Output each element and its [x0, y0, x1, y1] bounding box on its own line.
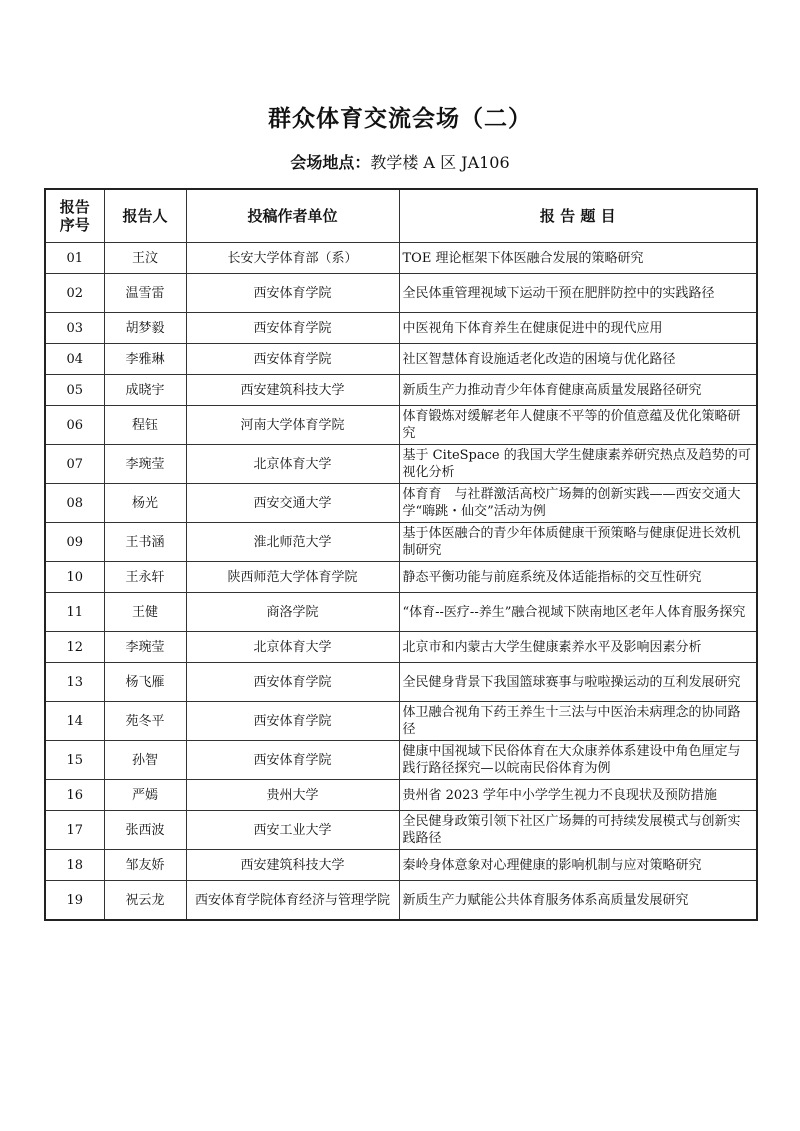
cell-reporter: 李雅琳 — [104, 344, 186, 375]
cell-topic: 基于体医融合的青少年体质健康干预策略与健康促进长效机制研究 — [399, 523, 757, 562]
cell-report-no: 11 — [45, 593, 104, 632]
cell-unit: 西安交通大学 — [186, 484, 399, 523]
table-row — [45, 445, 757, 484]
cell-reporter: 苑冬平 — [104, 702, 186, 741]
table-row — [45, 632, 757, 663]
cell-report-no: 05 — [45, 375, 104, 406]
cell-unit: 陕西师范大学体育学院 — [186, 562, 399, 593]
header-reporter: 报告人 — [104, 189, 186, 243]
table-row — [45, 562, 757, 593]
table-row — [45, 881, 757, 921]
header-topic: 报 告 题 目 — [399, 189, 757, 243]
cell-topic: “体育--医疗--养生”融合视域下陕南地区老年人体育服务探究 — [399, 593, 757, 632]
cell-unit: 西安体育学院体育经济与管理学院 — [186, 881, 399, 921]
cell-report-no: 19 — [45, 881, 104, 921]
cell-unit: 西安体育学院 — [186, 344, 399, 375]
cell-reporter: 王汶 — [104, 243, 186, 274]
table-row — [45, 243, 757, 274]
cell-unit: 西安建筑科技大学 — [186, 850, 399, 881]
cell-unit: 长安大学体育部（系） — [186, 243, 399, 274]
cell-unit: 贵州大学 — [186, 780, 399, 811]
table-row — [45, 313, 757, 344]
cell-reporter: 李琬莹 — [104, 632, 186, 663]
cell-unit: 河南大学体育学院 — [186, 406, 399, 445]
cell-unit: 北京体育大学 — [186, 445, 399, 484]
cell-topic: 新质生产力赋能公共体育服务体系高质量发展研究 — [399, 881, 757, 921]
cell-report-no: 07 — [45, 445, 104, 484]
cell-reporter: 王健 — [104, 593, 186, 632]
table-row — [45, 780, 757, 811]
cell-reporter: 胡梦毅 — [104, 313, 186, 344]
cell-report-no: 13 — [45, 663, 104, 702]
cell-topic: 新质生产力推动青少年体育健康高质量发展路径研究 — [399, 375, 757, 406]
cell-unit: 西安体育学院 — [186, 663, 399, 702]
cell-reporter: 张西波 — [104, 811, 186, 850]
cell-reporter: 成晓宇 — [104, 375, 186, 406]
table-row — [45, 593, 757, 632]
table-row — [45, 811, 757, 850]
cell-topic: 全民健身政策引领下社区广场舞的可持续发展模式与创新实践路径 — [399, 811, 757, 850]
cell-report-no: 06 — [45, 406, 104, 445]
cell-report-no: 08 — [45, 484, 104, 523]
cell-topic: 北京市和内蒙古大学生健康素养水平及影响因素分析 — [399, 632, 757, 663]
cell-report-no: 02 — [45, 274, 104, 313]
cell-topic: 基于 CiteSpace 的我国大学生健康素养研究热点及趋势的可视化分析 — [399, 445, 757, 484]
cell-unit: 商洛学院 — [186, 593, 399, 632]
cell-unit: 西安工业大学 — [186, 811, 399, 850]
table-row — [45, 523, 757, 562]
table-row — [45, 375, 757, 406]
cell-topic: 健康中国视域下民俗体育在大众康养体系建设中角色厘定与践行路径探究—以皖南民俗体育为例 — [399, 741, 757, 780]
venue-line — [0, 150, 800, 173]
cell-report-no: 10 — [45, 562, 104, 593]
cell-report-no: 16 — [45, 780, 104, 811]
cell-unit: 西安体育学院 — [186, 274, 399, 313]
cell-topic: 秦岭身体意象对心理健康的影响机制与应对策略研究 — [399, 850, 757, 881]
cell-topic: 全民健身背景下我国篮球赛事与啦啦操运动的互利发展研究 — [399, 663, 757, 702]
cell-topic: 静态平衡功能与前庭系统及体适能指标的交互性研究 — [399, 562, 757, 593]
cell-unit: 西安建筑科技大学 — [186, 375, 399, 406]
venue-label: 会场地点： — [290, 153, 371, 172]
table-row — [45, 741, 757, 780]
cell-topic: 体育锻炼对缓解老年人健康不平等的价值意蕴及优化策略研究 — [399, 406, 757, 445]
cell-topic: TOE 理论框架下体医融合发展的策略研究 — [399, 243, 757, 274]
cell-topic: 社区智慧体育设施适老化改造的困境与优化路径 — [399, 344, 757, 375]
cell-unit: 西安体育学院 — [186, 702, 399, 741]
cell-reporter: 祝云龙 — [104, 881, 186, 921]
cell-unit: 西安体育学院 — [186, 741, 399, 780]
cell-reporter: 杨飞雁 — [104, 663, 186, 702]
cell-report-no: 04 — [45, 344, 104, 375]
cell-report-no: 12 — [45, 632, 104, 663]
page-title: 群众体育交流会场（二） — [268, 106, 532, 132]
cell-reporter: 程钰 — [104, 406, 186, 445]
table-row — [45, 702, 757, 741]
cell-report-no: 18 — [45, 850, 104, 881]
header-unit: 投稿作者单位 — [186, 189, 399, 243]
header-report-no: 报告序号 — [45, 189, 104, 243]
cell-reporter: 温雪雷 — [104, 274, 186, 313]
cell-topic: 体育育 与社群激活高校广场舞的创新实践——西安交通大学“嗨跳・仙交”活动为例 — [399, 484, 757, 523]
cell-report-no: 17 — [45, 811, 104, 850]
cell-report-no: 09 — [45, 523, 104, 562]
cell-reporter: 孙智 — [104, 741, 186, 780]
cell-reporter: 王永轩 — [104, 562, 186, 593]
table-row — [45, 274, 757, 313]
venue-value: 教学楼 A 区 JA106 — [370, 153, 510, 172]
schedule-table — [44, 188, 758, 921]
cell-topic: 体卫融合视角下药王养生十三法与中医治未病理念的协同路径 — [399, 702, 757, 741]
table-row — [45, 484, 757, 523]
table-row — [45, 406, 757, 445]
cell-report-no: 15 — [45, 741, 104, 780]
cell-report-no: 14 — [45, 702, 104, 741]
cell-topic: 贵州省 2023 学年中小学学生视力不良现状及预防措施 — [399, 780, 757, 811]
cell-reporter: 严嫣 — [104, 780, 186, 811]
table-row — [45, 850, 757, 881]
table-header-row — [45, 189, 757, 243]
cell-unit: 北京体育大学 — [186, 632, 399, 663]
cell-unit: 淮北师范大学 — [186, 523, 399, 562]
cell-report-no: 03 — [45, 313, 104, 344]
table-row — [45, 663, 757, 702]
table-row — [45, 344, 757, 375]
cell-reporter: 邹友娇 — [104, 850, 186, 881]
cell-report-no: 01 — [45, 243, 104, 274]
cell-reporter: 李琬莹 — [104, 445, 186, 484]
cell-reporter: 杨光 — [104, 484, 186, 523]
cell-reporter: 王书涵 — [104, 523, 186, 562]
cell-topic: 全民体重管理视域下运动干预在肥胖防控中的实践路径 — [399, 274, 757, 313]
cell-unit: 西安体育学院 — [186, 313, 399, 344]
cell-topic: 中医视角下体育养生在健康促进中的现代应用 — [399, 313, 757, 344]
